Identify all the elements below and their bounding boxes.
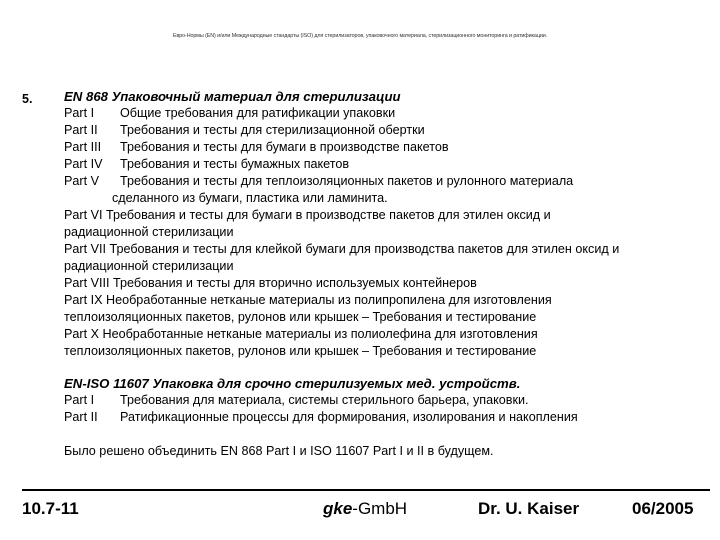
- footer-page-number: 10.7-11: [22, 499, 79, 518]
- part-text: Требования и тесты бумажных пакетов: [120, 157, 350, 171]
- en868-section: [64, 88, 714, 360]
- iso11607-title: EN-ISO 11607 Упаковка для срочно стерилизуемых мед. устройств.: [64, 376, 521, 391]
- part-label: Part V: [64, 174, 99, 188]
- list-item: [64, 409, 714, 426]
- part-label: Part III: [64, 140, 102, 154]
- company-rest: -GmbH: [352, 499, 408, 518]
- part-text: Требования для материала, системы стерильного барьера, упаковки.: [120, 393, 529, 407]
- part-label: Part II: [64, 123, 98, 137]
- list-item: Part VI Требования и тесты для бумаги в производстве пакетов для этилен оксид и: [64, 208, 551, 222]
- part-text: Требования и тесты для теплоизоляционных пакетов и рулонного материала: [120, 174, 574, 188]
- section-number: 5.: [22, 92, 33, 106]
- part-continuation: теплоизоляционных пакетов, рулонов или крышек – Требования и тестирование: [64, 310, 537, 324]
- list-item: [64, 173, 714, 190]
- part-label: Part I: [64, 106, 95, 120]
- part-label: Part I: [64, 393, 95, 407]
- footer-company: [323, 499, 407, 519]
- footer-divider: [22, 489, 710, 491]
- company-italic: gke: [323, 499, 353, 518]
- part-text: Общие требования для ратификации упаковки: [120, 106, 396, 120]
- part-continuation: теплоизоляционных пакетов, рулонов или крышек – Требования и тестирование: [64, 344, 537, 358]
- part-label: Part II: [64, 410, 98, 424]
- list-item: Part X Необработанные нетканые материалы из полиолефина для изготовления: [64, 327, 538, 341]
- list-item: [64, 122, 714, 139]
- footer-date: 06/2005: [632, 499, 694, 518]
- list-item: Part VIII Требования и тесты для вторично используемых контейнеров: [64, 276, 477, 290]
- part-text: Ратификационные процессы для формирования, изолирования и накопления: [120, 410, 578, 424]
- part-continuation: радиационной стерилизации: [64, 225, 234, 239]
- list-item: [64, 105, 714, 122]
- list-item: Part IX Необработанные нетканые материалы из полипропилена для изготовления: [64, 293, 552, 307]
- iso11607-section: [64, 375, 714, 426]
- page-header: Евро-Нормы (EN) и/или Международные стандарты (ISO) для стерилизаторов, упаковочного материала, стерилизационного мониторинга и ратификации.: [172, 33, 548, 39]
- list-item: [64, 392, 714, 409]
- footer-author: Dr. U. Kaiser: [478, 499, 580, 518]
- merge-note: Было решено объединить EN 868 Part I и ISO 11607 Part I и II в будущем.: [64, 444, 494, 458]
- part-text: Требования и тесты для стерилизационной обертки: [120, 123, 425, 137]
- list-item: [64, 156, 714, 173]
- list-item: Part VII Требования и тесты для клейкой бумаги для производства пакетов для этилен оксид и: [64, 242, 620, 256]
- en868-title: EN 868 Упаковочный материал для стерилизации: [64, 89, 401, 104]
- list-item: [64, 139, 714, 156]
- part-continuation: радиационной стерилизации: [64, 259, 234, 273]
- part-continuation: сделанного из бумаги, пластика или ламинита.: [112, 191, 388, 205]
- part-label: Part IV: [64, 157, 103, 171]
- part-text: Требования и тесты для бумаги в производстве пакетов: [120, 140, 449, 154]
